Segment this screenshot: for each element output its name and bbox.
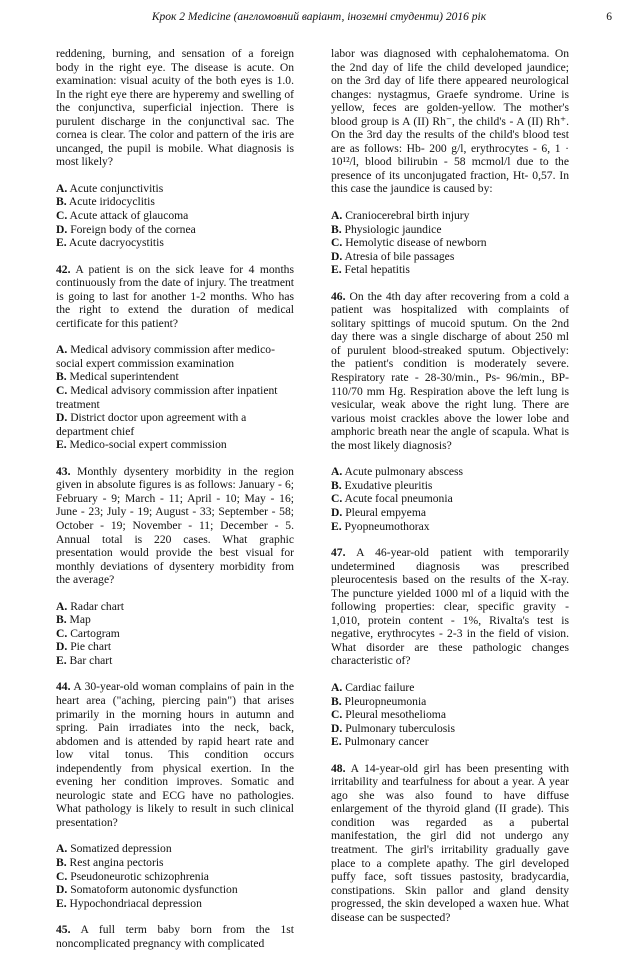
answer-options	[56, 600, 294, 668]
option-letter: B.	[331, 694, 342, 708]
option-text: Pleural empyema	[345, 505, 426, 519]
question-text	[56, 47, 294, 169]
question-text	[56, 923, 294, 950]
option-letter: E.	[331, 735, 342, 749]
option-letter: D.	[56, 411, 68, 425]
question-body: A 30-year-old woman complains of pain in the heart area ("aching, piercing pain") that arises primarily in the morning hours in autumn and spring. Pain irradiates into the neck, back, abdomen and is attended by rapid heart rate and low vital tonus. This condition occurs independently from physical exertion. In the evening her condition improves. Somatic and neurologic state and ECG have no pathologies. What pathology is likely to result in such clinical presentation?	[56, 680, 294, 829]
question-block	[56, 47, 294, 250]
option-text: Medical advisory commission after medico-social expert commission examination	[56, 343, 275, 370]
option-text: Acute focal pneumonia	[344, 492, 453, 506]
option-letter: E.	[56, 438, 67, 452]
option-letter: A.	[331, 465, 343, 479]
answer-option	[331, 223, 569, 237]
option-letter: A.	[56, 181, 68, 195]
option-text: Rest angina pectoris	[69, 855, 164, 869]
answer-option	[331, 479, 569, 493]
option-text: Acute iridocyclitis	[68, 195, 155, 209]
answer-option	[331, 735, 569, 749]
option-letter: C.	[56, 869, 68, 883]
option-letter: C.	[56, 626, 68, 640]
option-letter: E.	[56, 896, 67, 910]
spacer	[331, 196, 569, 209]
spacer	[331, 452, 569, 465]
answer-options	[331, 465, 569, 533]
option-letter: D.	[331, 505, 343, 519]
answer-option	[56, 236, 294, 250]
option-letter: C.	[331, 708, 343, 722]
answer-options	[331, 209, 569, 277]
question-text	[331, 762, 569, 925]
question-body: Monthly dysentery morbidity in the region given in absolute figures is as follows: January - 6; February - 9; March - 11; April - 10; May - 16; June - 23; July - 19; August - 33; September - 58; October - 19; November - 11; December - 5. Annual total is 220 cases. What graphic presentation would provide the best visual for monthly deviations of dysentery morbidity from the average?	[56, 464, 294, 587]
option-letter: B.	[56, 195, 67, 209]
answer-option	[56, 883, 294, 897]
question-number: 47.	[331, 546, 346, 560]
option-letter: D.	[56, 883, 68, 897]
answer-option	[331, 722, 569, 736]
answer-option	[56, 654, 294, 668]
answer-option	[331, 708, 569, 722]
spacer	[331, 668, 569, 681]
header-title: Крок 2 Medicine (англомовний варіант, іноземні студенти) 2016 рік	[151, 11, 487, 23]
answer-option	[56, 613, 294, 627]
question-number: 48.	[331, 761, 346, 775]
option-text: Pulmonary tuberculosis	[345, 721, 455, 735]
option-letter: B.	[56, 370, 67, 384]
option-letter: E.	[331, 519, 342, 533]
option-text: Acute attack of glaucoma	[69, 209, 189, 223]
question-text	[331, 546, 569, 668]
question-block	[56, 263, 294, 452]
spacer	[56, 829, 294, 842]
answer-option	[56, 343, 294, 370]
question-number: 42.	[56, 262, 71, 276]
option-letter: B.	[56, 613, 67, 627]
answer-option	[331, 236, 569, 250]
option-text: Acute dacryocystitis	[68, 236, 164, 250]
answer-option	[331, 681, 569, 695]
option-letter: D.	[331, 249, 343, 263]
answer-option	[56, 870, 294, 884]
option-text: Somatoform autonomic dysfunction	[70, 883, 238, 897]
answer-option	[331, 506, 569, 520]
option-text: Hypochondriacal depression	[69, 896, 202, 910]
question-text	[56, 263, 294, 331]
option-letter: B.	[331, 222, 342, 236]
answer-option	[331, 209, 569, 223]
option-letter: A.	[331, 209, 343, 223]
question-body: A full term baby born from the 1st noncomplicated pregnancy with complicated	[56, 923, 294, 950]
answer-option	[331, 492, 569, 506]
page-number: 6	[606, 11, 612, 23]
option-letter: C.	[331, 236, 343, 250]
answer-option	[331, 250, 569, 264]
question-block	[56, 923, 294, 950]
option-letter: E.	[56, 653, 67, 667]
option-text: Fetal hepatitis	[344, 263, 410, 277]
question-text	[331, 290, 569, 453]
option-letter: D.	[56, 222, 68, 236]
option-text: Acute pulmonary abscess	[344, 465, 464, 479]
option-letter: B.	[56, 855, 67, 869]
answer-options	[56, 842, 294, 910]
option-text: Pleuropneumonia	[344, 694, 427, 708]
option-text: Pie chart	[70, 640, 112, 654]
answer-option	[56, 600, 294, 614]
question-block	[331, 546, 569, 749]
option-text: District doctor upon agreement with a department chief	[56, 411, 247, 438]
question-body: On the 4th day after recovering from a cold a patient was hospitalized with complaints of solitary spittings of mucoid sputum. On the 2nd day there was a single discharge of about 250 ml of purulent blood-streaked sputum. Objectively: the patient's condition is moderately severe. Respiratory rate - 28-30/min., Ps- 96/min., BP- 110/70 mm Hg. Respiration above the left lung is vesicular, weak above the right lung. There are various moist crackles above the lower lobe and amphoric breath near the angle of scapula. What is the most likely diagnosis?	[331, 289, 569, 452]
question-body: reddening, burning, and sensation of a foreign body in the right eye. The disease is acute. On examination: visual acuity of the both eyes is 1.0. In the right eye there are hyperemy and swelling of the conjunctiva, superficial injection. There is purulent discharge in the conjunctival sac. The cornea is clear. The color and pattern of the iris are uncanged, the pupil is mobile. What diagnosis is most likely?	[56, 47, 294, 169]
answer-option	[56, 411, 294, 438]
option-text: Pleural mesothelioma	[345, 708, 446, 722]
spacer	[56, 330, 294, 343]
question-text	[331, 47, 569, 196]
option-text: Medical superintendent	[69, 370, 179, 384]
right-column	[331, 47, 569, 937]
answer-option	[331, 263, 569, 277]
option-text: Acute conjunctivitis	[69, 181, 164, 195]
option-letter: D.	[56, 640, 68, 654]
question-body: A 46-year-old patient with temporarily undetermined diagnosis was prescribed pleurocentesis based on the results of the X-ray. The puncture yielded 1000 ml of a liquid with the following properties: clear, specific gravity - 1,010, protein content - 1%, Rivalta's test is negative, erythrocytes - 2-3 in the field of vision. What disorder are these pathologic changes characteristic of?	[331, 546, 569, 668]
option-text: Pseudoneurotic schizophrenia	[70, 869, 209, 883]
option-letter: C.	[331, 492, 343, 506]
spacer	[56, 587, 294, 600]
question-block	[331, 47, 569, 277]
answer-option	[56, 438, 294, 452]
option-text: Exudative pleuritis	[344, 478, 433, 492]
option-letter: A.	[56, 343, 68, 357]
answer-options	[56, 182, 294, 250]
question-body: A patient is on the sick leave for 4 months continuously from the date of injury. The treatment is going to last for another 1-2 months. Who has the right to extend the duration of medical certificate for this patient?	[56, 262, 294, 330]
answer-option	[56, 856, 294, 870]
option-letter: C.	[56, 384, 68, 398]
option-text: Somatized depression	[70, 842, 172, 856]
question-text	[56, 680, 294, 829]
question-body: A 14-year-old girl has been presenting with irritability and tearfulness for about a year. A year ago she was also found to have diffuse enlargement of the thyroid gland (II grade). This condition was regarded as a pubertal manifestation, the girl did not undergo any treatment. The girl's irritability gradually gave place to a complete apathy. The girl developed puffy face, soft tissues pastosity, bradycardia, constipations. Skin pallor and gland density progressed, the skin developed a waxen hue. What disease can be suspected?	[331, 761, 569, 924]
option-text: Atresia of bile passages	[344, 249, 455, 263]
option-text: Bar chart	[69, 653, 113, 667]
answer-option	[56, 223, 294, 237]
question-text	[56, 465, 294, 587]
answer-options	[56, 343, 294, 451]
option-text: Cardiac failure	[345, 680, 415, 694]
answer-option	[56, 627, 294, 641]
option-text: Craniocerebral birth injury	[345, 209, 470, 223]
option-text: Physiologic jaundice	[344, 222, 442, 236]
question-number: 46.	[331, 289, 346, 303]
answer-option	[331, 465, 569, 479]
answer-option	[56, 384, 294, 411]
spacer	[56, 169, 294, 182]
answer-option	[56, 182, 294, 196]
page-header	[0, 11, 638, 29]
option-letter: A.	[56, 599, 68, 613]
answer-option	[56, 209, 294, 223]
option-letter: C.	[56, 209, 68, 223]
option-letter: D.	[331, 721, 343, 735]
answer-option	[331, 520, 569, 534]
answer-option	[331, 695, 569, 709]
option-text: Pulmonary cancer	[344, 735, 429, 749]
question-block	[331, 290, 569, 533]
option-letter: A.	[56, 842, 68, 856]
question-block	[56, 465, 294, 668]
answer-option	[56, 842, 294, 856]
answer-options	[331, 681, 569, 749]
option-text: Cartogram	[70, 626, 120, 640]
option-text: Map	[69, 613, 91, 627]
question-number: 43.	[56, 464, 71, 478]
option-letter: E.	[56, 236, 67, 250]
option-text: Pyopneumothorax	[344, 519, 430, 533]
option-text: Hemolytic disease of newborn	[345, 236, 487, 250]
question-body: labor was diagnosed with cephalohematoma. On the 2nd day of life the child developed jaundice; on the 3rd day of life there appeared neurological changes: nystagmus, Graefe syndrome. Urine is yellow, feces are golden-yellow. The mother's blood group is A (II) Rh⁻, the child's - A (II) Rh⁺. On the 3rd day the results of the child's blood test are as follows: Hb- 200 g/l, erythrocytes - 6, 1 · 10¹²/l, blood bilirubin - 58 mcmol/l due to the presence of its unconjugated fraction, Ht- 0,57. In this case the jaundice is caused by:	[331, 47, 569, 196]
option-text: Medical advisory commission after inpatient treatment	[56, 384, 278, 411]
answer-option	[56, 640, 294, 654]
question-block	[331, 762, 569, 925]
option-letter: A.	[331, 680, 343, 694]
option-text: Medico-social expert commission	[69, 438, 227, 452]
option-letter: E.	[331, 263, 342, 277]
option-letter: B.	[331, 478, 342, 492]
option-text: Foreign body of the cornea	[70, 222, 196, 236]
question-number: 45.	[56, 923, 71, 937]
answer-option	[56, 370, 294, 384]
left-column	[56, 47, 294, 963]
option-text: Radar chart	[70, 599, 124, 613]
answer-option	[56, 195, 294, 209]
question-block	[56, 680, 294, 910]
question-number: 44.	[56, 680, 71, 694]
answer-option	[56, 897, 294, 911]
